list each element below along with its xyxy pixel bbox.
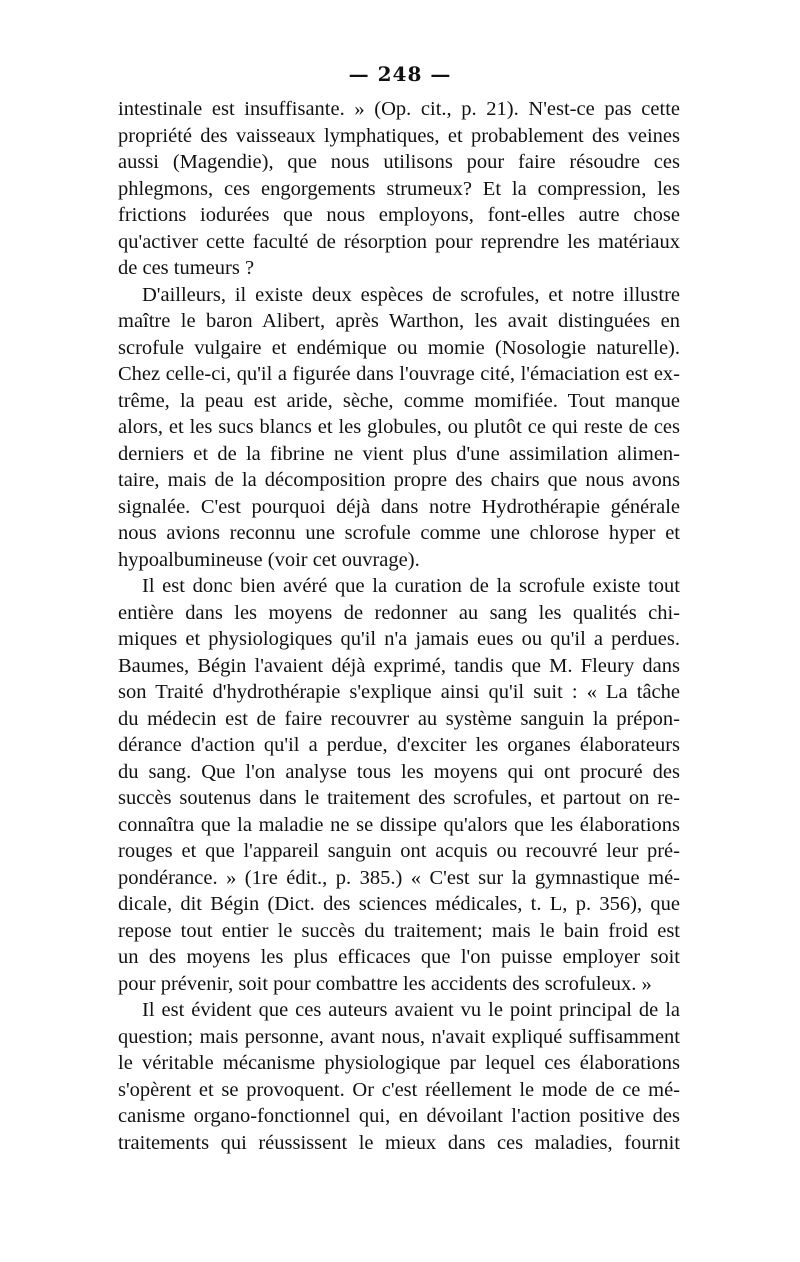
text-line: intestinale est insuffisante. » (Op. cit., p. 21). N'est-ce pas cette [118,98,680,120]
text-line: qu'activer cette faculté de résorption pour reprendre les matériaux [118,230,680,253]
text-line: dicale, dit Bégin (Dict. des sciences médicales, t. L, p. 356), que [118,893,680,915]
text-line: un des moyens les plus efficaces que l'on puisse employer soit [118,946,680,968]
text-line: dérance d'action qu'il a perdue, d'exciter les organes élaborateurs [118,734,680,756]
text-line: pour prévenir, soit pour combattre les accidents des scrofuleux. » [118,972,652,995]
text-line: Il est donc bien avéré que la curation de la scrofule existe tout [142,575,680,597]
text-line: maître le baron Alibert, après Warthon, les avait distinguées en [118,310,680,332]
text-line: miques et physiologiques qu'il n'a jamais eues ou qu'il a perdues. [118,628,680,650]
text-line: derniers et de la fibrine ne vient plus d'une assimilation alimen- [118,442,680,465]
text-line: Il est évident que ces auteurs avaient vu le point principal de la [142,999,680,1021]
text-line: taire, mais de la décomposition propre des chairs que nous avons [118,469,680,491]
page-number: — 248 — [348,62,452,86]
text-line: pondérance. » (1re édit., p. 385.) « C'est sur la gymnastique mé- [118,866,680,889]
text-line: Chez celle-ci, qu'il a figurée dans l'ouvrage cité, l'émaciation est ex- [118,363,680,385]
text-line: phlegmons, ces engorgements strumeux? Et la compression, les [118,177,680,200]
body-text [118,96,680,1156]
text-line: du sang. Que l'on analyse tous les moyens qui ont procuré des [118,760,680,783]
text-line: Baumes, Bégin l'avaient déjà exprimé, tandis que M. Fleury dans [118,654,680,677]
text-line: scrofule vulgaire et endémique ou momie (Nosologie naturelle). [118,336,680,359]
text-line: hypoalbumineuse (voir cet ouvrage). [118,548,420,571]
text-line: repose tout entier le succès du traitement; mais le bain froid est [118,919,680,942]
text-line: signalée. C'est pourquoi déjà dans notre Hydrothérapie générale [118,495,680,518]
text-line: nous avions reconnu une scrofule comme une chlorose hyper et [118,522,680,544]
text-line: succès soutenus dans le traitement des scrofules, et partout on re- [118,787,680,809]
text-line: de ces tumeurs ? [118,257,255,279]
text-line: connaîtra que la maladie ne se dissipe qu'alors que les élaborations [118,813,680,836]
text-line: frictions iodurées que nous employons, font-elles autre chose [118,204,680,226]
text-line: D'ailleurs, il existe deux espèces de scrofules, et notre illustre [142,283,680,306]
text-line: du médecin est de faire recouvrer au système sanguin la prépon- [118,707,680,730]
text-line: rouges et que l'appareil sanguin ont acquis ou recouvré leur pré- [118,840,680,862]
text-line: le véritable mécanisme physiologique par lequel ces élaborations [118,1052,680,1074]
text-line: question; mais personne, avant nous, n'avait expliqué suffisamment [118,1025,680,1048]
text-line: propriété des vaisseaux lymphatiques, et probablement des veines [118,124,680,147]
text-line: son Traité d'hydrothérapie s'explique ainsi qu'il suit : « La tâche [118,681,680,703]
text-line: canisme organo-fonctionnel qui, en dévoilant l'action positive des [118,1105,680,1127]
text-line: entière dans les moyens de redonner au sang les qualités chi- [118,601,680,624]
text-line: alors, et les sucs blancs et les globules, ou plutôt ce qui reste de ces [118,416,680,438]
text-line: aussi (Magendie), que nous utilisons pour faire résoudre ces [118,151,680,173]
text-line: s'opèrent et se provoquent. Or c'est réellement le mode de ce mé- [118,1078,680,1101]
text-line: trême, la peau est aride, sèche, comme momifiée. Tout manque [118,389,680,412]
text-line: traitements qui réussissent le mieux dans ces maladies, fournit [118,1131,680,1154]
